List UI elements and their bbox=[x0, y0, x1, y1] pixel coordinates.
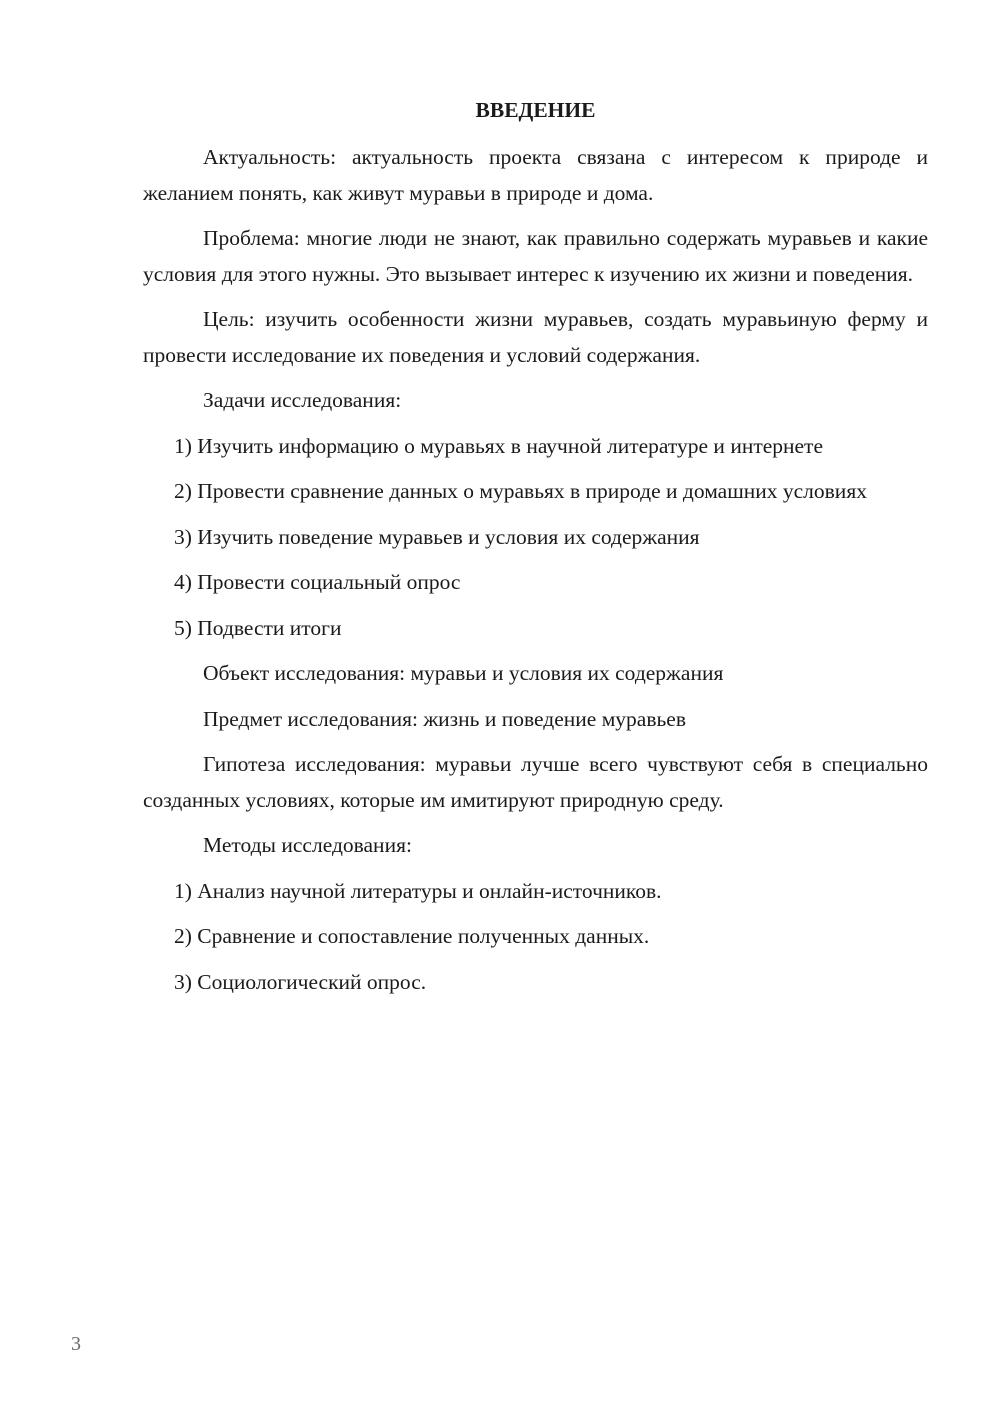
method-item-2: 2) Сравнение и сопоставление полученных данных. bbox=[174, 924, 650, 948]
tasks-heading: Задачи исследования: bbox=[203, 388, 402, 412]
subject-paragraph: Предмет исследования: жизнь и поведение муравьев bbox=[203, 706, 686, 731]
task-item-5: 5) Подвести итоги bbox=[174, 615, 342, 640]
goal-paragraph: Цель: изучить особенности жизни муравьев, создать муравьиную ферму и провести исследование их поведения и условий содержания. bbox=[143, 307, 928, 367]
problem-paragraph: Проблема: многие люди не знают, как правильно содержать муравьев и какие условия для этого нужны. Это вызывает интерес к изучению их жизни и поведения. bbox=[143, 226, 928, 286]
task-item-4: 4) Провести социальный опрос bbox=[174, 570, 461, 594]
method-item-1: 1) Анализ научной литературы и онлайн-источников. bbox=[174, 878, 662, 903]
method-item-3: 3) Социологический опрос. bbox=[174, 969, 427, 994]
hypothesis-paragraph: Гипотеза исследования: муравьи лучше всего чувствуют себя в специально созданных условиях, которые им имитируют природную среду. bbox=[143, 752, 928, 812]
page-number: 3 bbox=[71, 1333, 81, 1355]
task-item-2: 2) Провести сравнение данных о муравьях в природе и домашних условиях bbox=[174, 479, 867, 503]
methods-heading: Методы исследования: bbox=[203, 833, 412, 857]
page-content bbox=[143, 90, 928, 1010]
relevance-paragraph: Актуальность: актуальность проекта связана с интересом к природе и желанием понять, как живут муравьи в природе и дома. bbox=[143, 145, 928, 205]
task-item-3: 3) Изучить поведение муравьев и условия их содержания bbox=[174, 524, 700, 549]
section-title: ВВЕДЕНИЕ bbox=[475, 98, 596, 122]
object-paragraph: Объект исследования: муравьи и условия их содержания bbox=[203, 661, 724, 685]
task-item-1: 1) Изучить информацию о муравьях в научной литературе и интернете bbox=[174, 433, 823, 458]
